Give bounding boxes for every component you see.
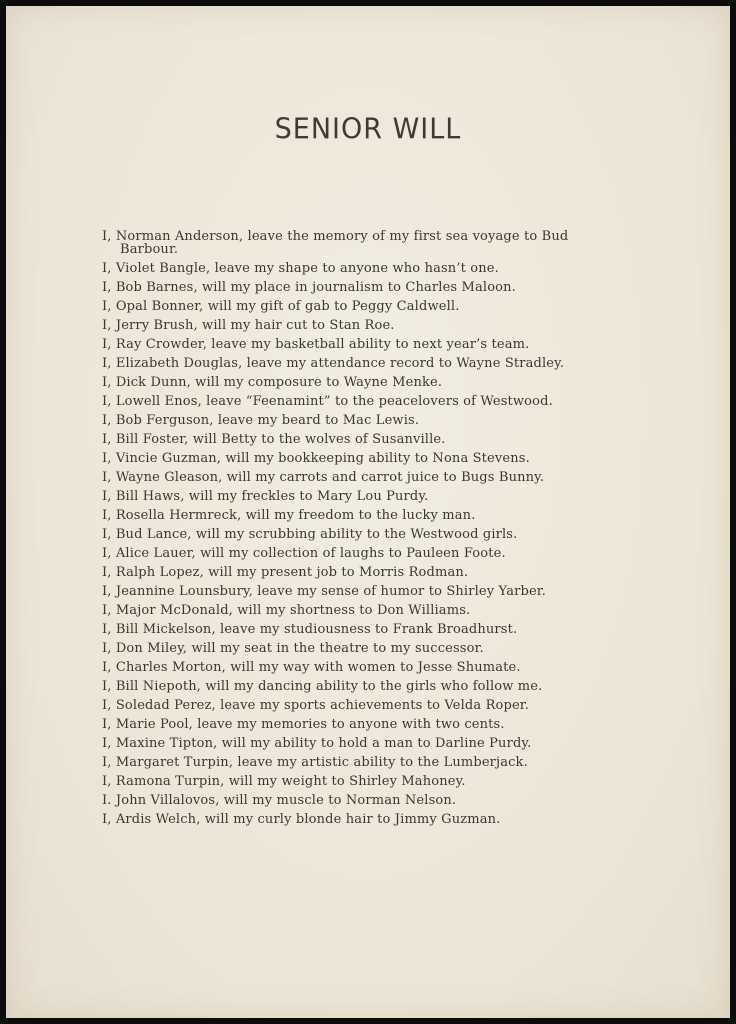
list-item: I, Elizabeth Douglas, leave my attendance record to Wayne Stradley.	[102, 356, 565, 371]
page	[6, 6, 730, 1018]
list-item: I, Bob Ferguson, leave my beard to Mac Lewis.	[102, 413, 420, 428]
list-item: I, Jerry Brush, will my hair cut to Stan Roe.	[102, 318, 395, 333]
list-item: I, Vincie Guzman, will my bookkeeping ability to Nona Stevens.	[102, 451, 530, 466]
list-item: I, Dick Dunn, will my composure to Wayne Menke.	[102, 375, 443, 390]
list-item: I, Jeannine Lounsbury, leave my sense of humor to Shirley Yarber.	[102, 584, 547, 599]
list-item: I, Margaret Turpin, leave my artistic ability to the Lumberjack.	[102, 755, 528, 770]
list-item: I. John Villalovos, will my muscle to Norman Nelson.	[102, 793, 457, 808]
list-item: I, Lowell Enos, leave “Feenamint” to the peacelovers of Westwood.	[102, 394, 553, 409]
list-item: I, Rosella Hermreck, will my freedom to the lucky man.	[102, 508, 476, 523]
list-item: I, Bill Foster, will Betty to the wolves of Susanville.	[102, 432, 446, 447]
list-item: I, Ardis Welch, will my curly blonde hair to Jimmy Guzman.	[102, 812, 501, 827]
list-item: I, Opal Bonner, will my gift of gab to Peggy Caldwell.	[102, 299, 460, 314]
list-item: I, Ramona Turpin, will my weight to Shirley Mahoney.	[102, 774, 466, 789]
list-item: I, Bob Barnes, will my place in journalism to Charles Maloon.	[102, 280, 516, 295]
list-item: I, Don Miley, will my seat in the theatre to my successor.	[102, 641, 484, 656]
page-title: SENIOR WILL	[274, 113, 462, 146]
list-item: I, Major McDonald, will my shortness to Don Williams.	[102, 603, 471, 618]
list-item: I, Bill Mickelson, leave my studiousness to Frank Broadhurst.	[102, 622, 518, 637]
list-item: I, Bill Haws, will my freckles to Mary Lou Purdy.	[102, 489, 429, 504]
list-item: I, Marie Pool, leave my memories to anyone with two cents.	[102, 717, 505, 732]
list-item: I, Alice Lauer, will my collection of laughs to Pauleen Foote.	[102, 546, 506, 561]
list-item: I, Ralph Lopez, will my present job to Morris Rodman.	[102, 565, 469, 580]
list-item: I, Bill Niepoth, will my dancing ability to the girls who follow me.	[102, 679, 543, 694]
list-item: I, Charles Morton, will my way with women to Jesse Shumate.	[102, 660, 521, 675]
will-list	[102, 230, 622, 832]
list-item: I, Norman Anderson, leave the memory of my first sea voyage to Bud Barbour.	[102, 229, 569, 257]
list-item: I, Violet Bangle, leave my shape to anyone who hasn’t one.	[102, 261, 499, 276]
list-item: I, Soledad Perez, leave my sports achievements to Velda Roper.	[102, 698, 530, 713]
list-item: I, Bud Lance, will my scrubbing ability to the Westwood girls.	[102, 527, 518, 542]
list-item: I, Ray Crowder, leave my basketball ability to next year’s team.	[102, 337, 530, 352]
list-item: I, Maxine Tipton, will my ability to hold a man to Darline Purdy.	[102, 736, 532, 751]
list-item: I, Wayne Gleason, will my carrots and carrot juice to Bugs Bunny.	[102, 470, 545, 485]
